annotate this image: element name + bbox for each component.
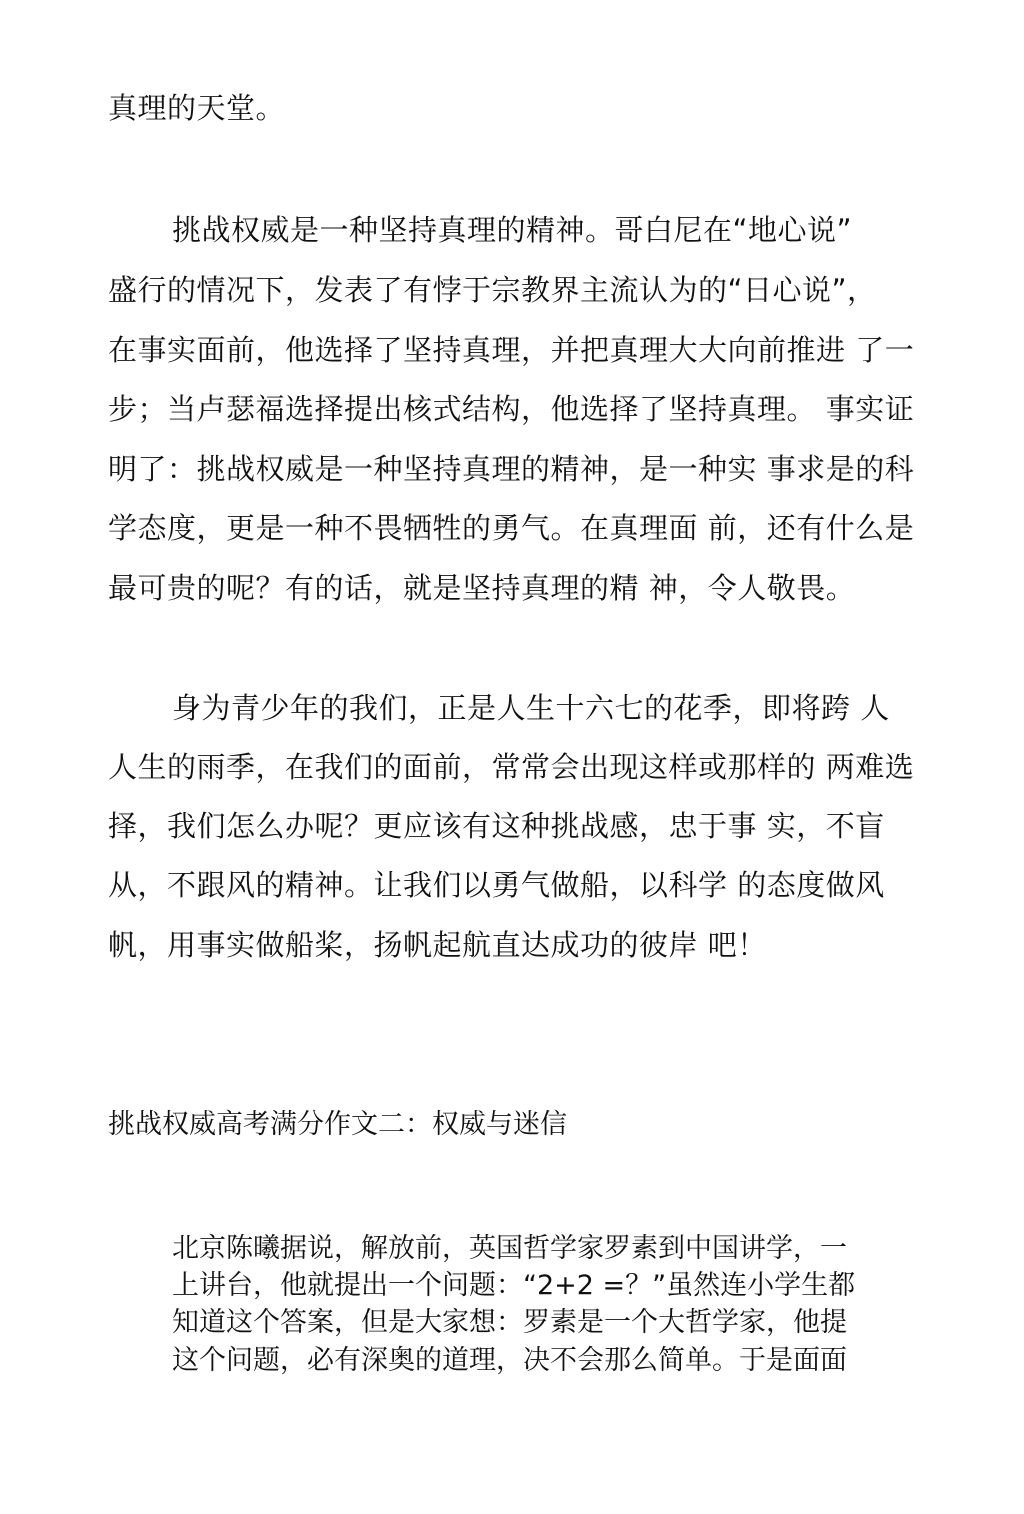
text-line: 北京陈曦据说，解放前，英国哲学家罗素到中国讲学，一 bbox=[172, 1233, 847, 1264]
text-line: 步；当卢瑟福选择提出核式结构，他选择了坚持真理。 事实证 bbox=[108, 392, 915, 426]
text-line: 帆，用事实做船桨，扬帆起航直达成功的彼岸 吧！ bbox=[108, 928, 767, 962]
text-line: 上讲台，他就提出一个问题：“2+2 =？”虽然连小学生都 bbox=[172, 1270, 856, 1301]
text-line: 盛行的情况下，发表了有悖于宗教界主流认为的“日心说”， bbox=[108, 273, 877, 307]
text-line: 挑战权威是一种坚持真理的精神。哥白尼在“地心说” bbox=[172, 213, 853, 247]
text-line: 学态度，更是一种不畏牺牲的勇气。在真理面 前，还有什么是 bbox=[108, 511, 915, 545]
text-line: 真理的天堂。 bbox=[108, 91, 286, 125]
text-line: 最可贵的呢？有的话，就是坚持真理的精 神，令人敬畏。 bbox=[108, 571, 856, 605]
text-line: 明了：挑战权威是一种坚持真理的精神，是一种实 事求是的科 bbox=[108, 452, 915, 486]
text-line: 从，不跟风的精神。让我们以勇气做船，以科学 的态度做风 bbox=[108, 868, 885, 902]
text-line: 知道这个答案，但是大家想：罗素是一个大哲学家，他提 bbox=[172, 1307, 847, 1338]
text-line: 人生的雨季，在我们的面前，常常会出现这样或那样的 两难选 bbox=[108, 750, 915, 784]
section-heading: 挑战权威高考满分作文二：权威与迷信 bbox=[108, 1109, 567, 1140]
text-line: 身为青少年的我们，正是人生十六七的花季，即将跨 人 bbox=[172, 691, 890, 725]
text-line: 这个问题，必有深奥的道理，决不会那么简单。于是面面 bbox=[172, 1345, 847, 1376]
text-line: 择，我们怎么办呢？更应该有这种挑战感，忠于事 实，不盲 bbox=[108, 809, 885, 843]
text-line: 在事实面前，他选择了坚持真理，并把真理大大向前推进 了一 bbox=[108, 333, 915, 367]
